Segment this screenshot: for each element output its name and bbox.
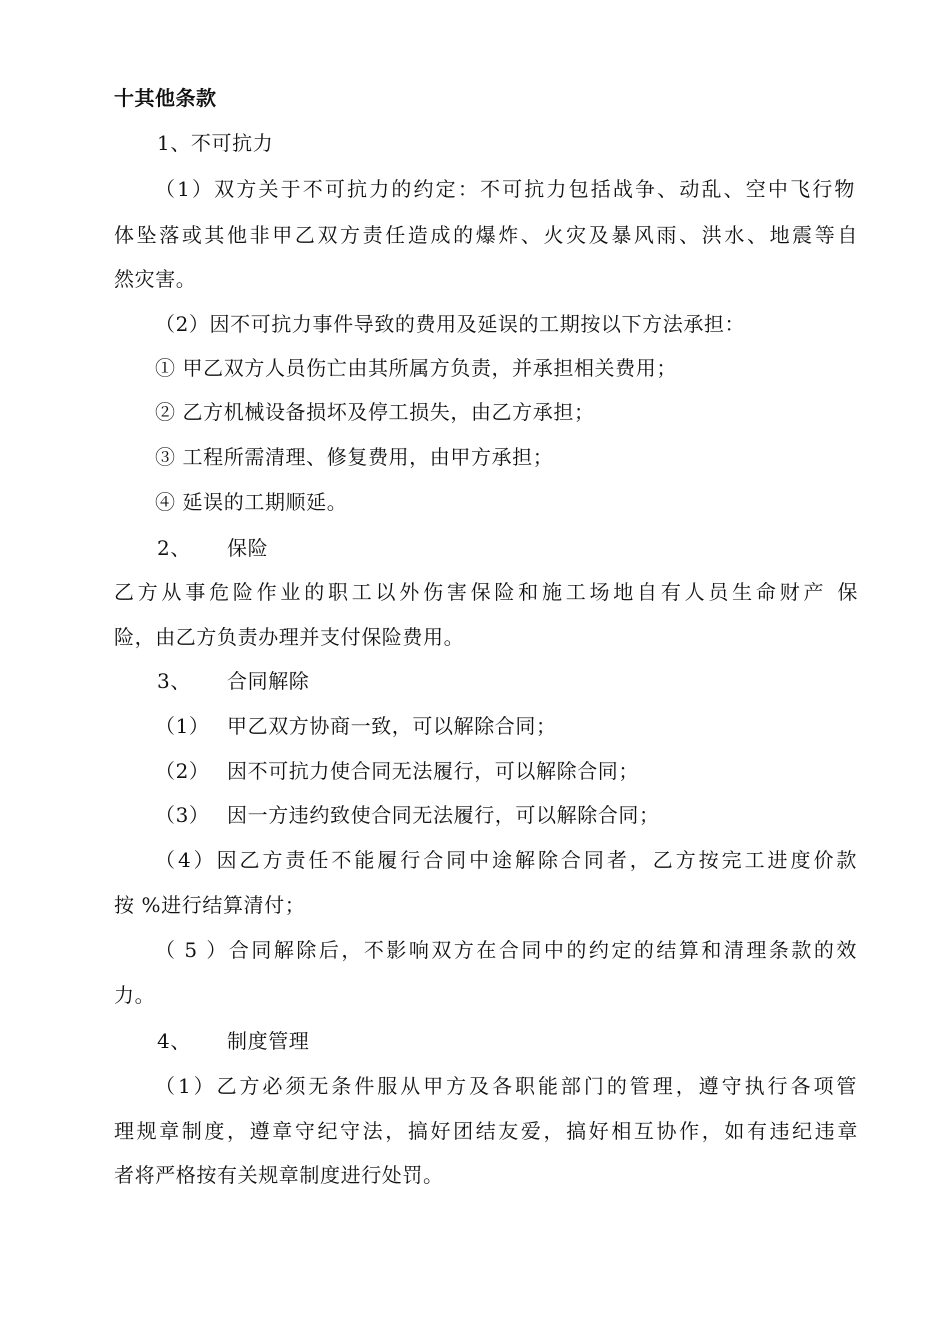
force-majeure-item-2: ② 乙方机械设备损坏及停工损失，由乙方承担；	[155, 400, 595, 424]
clause-number: （2）	[155, 759, 210, 783]
management-p1-line1: （1）乙方必须无条件服从甲方及各职能部门的管理，遵守执行各项管	[155, 1074, 857, 1098]
section-title: 十其他条款	[114, 86, 217, 110]
termination-clause-5-line1	[155, 936, 857, 964]
termination-clause-4-line1: （4）因乙方责任不能履行合同中途解除合同者，乙方按完工进度价款	[155, 848, 857, 872]
force-majeure-item-3: ③ 工程所需清理、修复费用，由甲方承担；	[155, 445, 554, 469]
force-majeure-item-4: ④ 延误的工期顺延。	[155, 490, 348, 514]
insurance-line2: 险，由乙方负责办理并支付保险费用。	[114, 625, 465, 649]
insurance-number: 2、	[157, 536, 191, 560]
force-majeure-p1-line1: （1）双方关于不可抗力的约定：不可抗力包括战争、动乱、空中飞行物	[155, 177, 855, 201]
clause-text: 合同解除后，不影响双方在合同中的约定的结算和清理条款的效	[227, 938, 857, 962]
management-number: 4、	[157, 1029, 191, 1053]
force-majeure-heading: 1、不可抗力	[157, 131, 274, 155]
clause-number: （3）	[155, 803, 210, 827]
clause-text: 因不可抗力使合同无法履行，可以解除合同；	[227, 759, 639, 783]
insurance-line1: 乙方从事危险作业的职工以外伤害保险和施工场地自有人员生命财产 保	[114, 580, 858, 604]
management-heading	[157, 1027, 907, 1055]
termination-clause-5-line2: 力。	[114, 983, 156, 1007]
insurance-heading	[157, 534, 907, 562]
termination-clause-2	[155, 757, 905, 785]
termination-clause-1	[155, 712, 905, 740]
termination-clause-3	[155, 801, 905, 829]
force-majeure-p1-line3: 然灾害。	[114, 267, 197, 291]
force-majeure-p1-line2: 体坠落或其他非甲乙双方责任造成的爆炸、火灾及暴风雨、洪水、地震等自	[114, 223, 858, 247]
clause-text: 因一方违约致使合同无法履行，可以解除合同；	[227, 803, 660, 827]
clause-number: （5）	[155, 938, 227, 962]
management-label: 制度管理	[227, 1029, 310, 1053]
force-majeure-item-1: ① 甲乙双方人员伤亡由其所属方负责，并承担相关费用；	[155, 356, 677, 380]
termination-number: 3、	[157, 669, 191, 693]
termination-clause-4-line2: 按 %进行结算清付；	[114, 893, 306, 917]
termination-label: 合同解除	[227, 669, 310, 693]
management-p1-line2: 理规章制度，遵章守纪守法，搞好团结友爱，搞好相互协作，如有违纪违章	[114, 1119, 858, 1143]
termination-heading	[157, 667, 907, 695]
clause-number: （1）	[155, 714, 210, 738]
management-p1-line3: 者将严格按有关规章制度进行处罚。	[114, 1163, 444, 1187]
clause-text: 甲乙双方协商一致，可以解除合同；	[227, 714, 557, 738]
insurance-label: 保险	[227, 536, 269, 560]
force-majeure-p2: （2）因不可抗力事件导致的费用及延误的工期按以下方法承担：	[155, 312, 746, 336]
